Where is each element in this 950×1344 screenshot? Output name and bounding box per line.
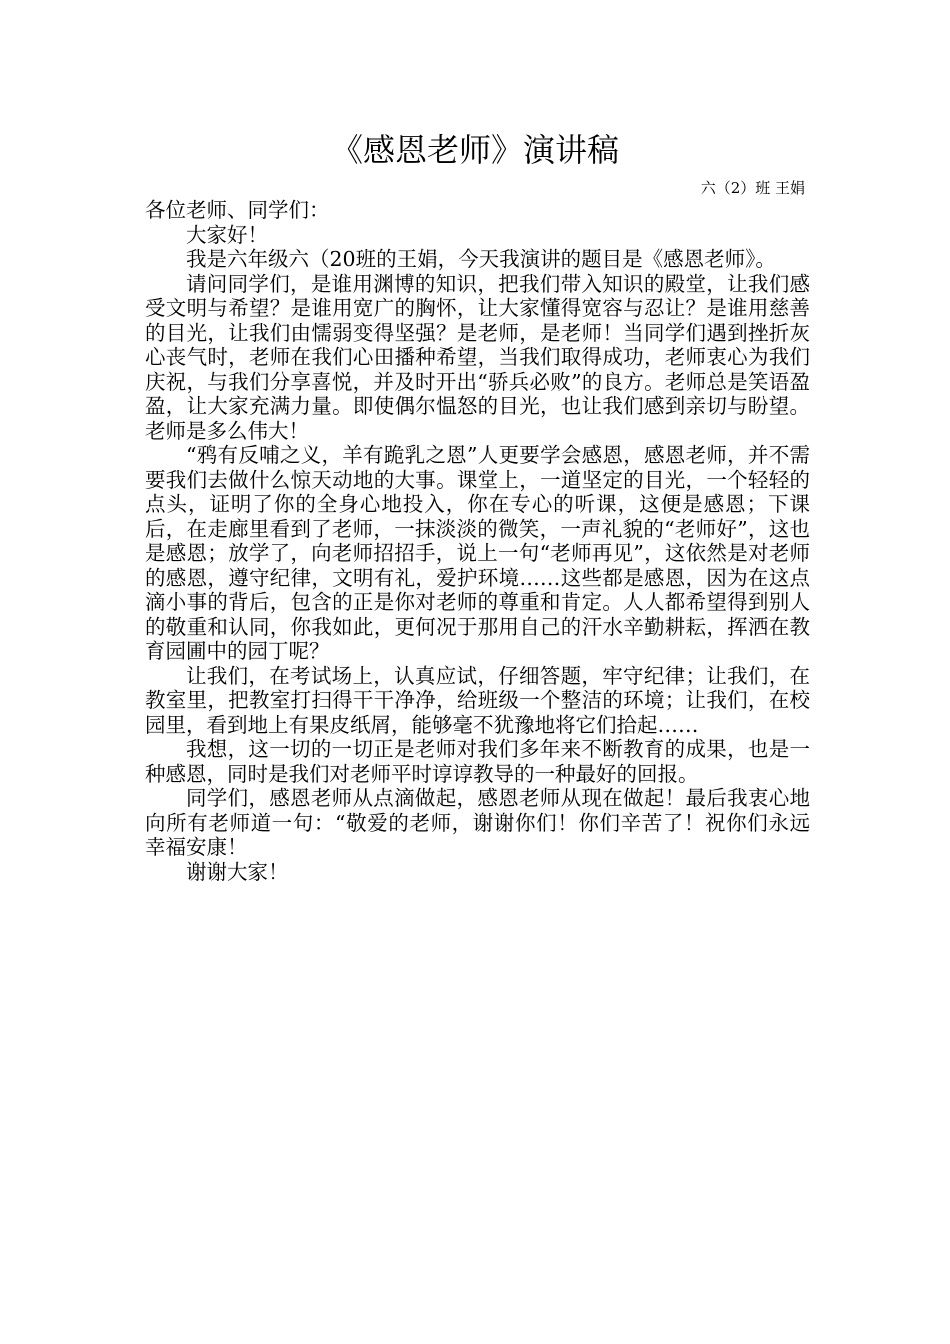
paragraph: 同学们，感恩老师从点滴做起，感恩老师从现在做起！最后我衷心地向所有老师道一句：“敬爱的老师，谢谢你们！你们辛苦了！祝你们永远幸福安康！: [145, 786, 810, 859]
author-byline: 六（2）班 王娟: [700, 179, 805, 197]
paragraph: 我想，这一切的一切正是老师对我们多年来不断教育的成果，也是一种感恩，同时是我们对老师平时谆谆教导的一种最好的回报。: [145, 737, 810, 786]
document-body: [145, 198, 810, 884]
paragraph: 大家好！: [186, 222, 268, 247]
paragraph: 让我们，在考试场上，认真应试，仔细答题，牢守纪律；让我们，在教室里，把教室打扫得干干净净，给班级一个整洁的环境；让我们，在校园里，看到地上有果皮纸屑，能够毫不犹豫地将它们拾起……: [145, 663, 810, 737]
document-title: 《感恩老师》演讲稿: [330, 131, 619, 169]
paragraph: 我是六年级六（20班的王娟，今天我演讲的题目是《感恩老师》。: [186, 247, 776, 271]
paragraph: 请问同学们，是谁用渊博的知识，把我们带入知识的殿堂，让我们感受文明与希望？是谁用宽广的胸怀，让大家懂得宽容与忍让？是谁用慈善的目光，让我们由懦弱变得坚强？是老师，是老师！当同学们遇到挫折灰心丧气时，老师在我们心田播种希望，当我们取得成功，老师衷心为我们庆祝，与我们分享喜悦，并及时开出“骄兵必败”的良方。老师总是笑语盈盈，让大家充满力量。即使偶尔愠怒的目光，也让我们感到亲切与盼望。老师是多么伟大！: [145, 271, 810, 443]
closing: 谢谢大家！: [186, 859, 289, 884]
salutation: 各位老师、同学们：: [145, 198, 330, 222]
paragraph: “鸦有反哺之义，羊有跪乳之恩”人更要学会感恩，感恩老师，并不需要我们去做什么惊天动地的大事。课堂上，一道坚定的目光，一个轻轻的点头，证明了你的全身心地投入，你在专心的听课，这便是感恩；下课后，在走廊里看到了老师，一抹淡淡的微笑，一声礼貌的“老师好”，这也是感恩；放学了，向老师招招手，说上一句“老师再见”，这依然是对老师的感恩，遵守纪律，文明有礼，爱护环境……这些都是感恩，因为在这点滴小事的背后，包含的正是你对老师的尊重和肯定。人人都希望得到别人的敬重和认同，你我如此，更何况于那用自己的汗水辛勤耕耘，挥洒在教育园圃中的园丁呢？: [145, 443, 810, 663]
